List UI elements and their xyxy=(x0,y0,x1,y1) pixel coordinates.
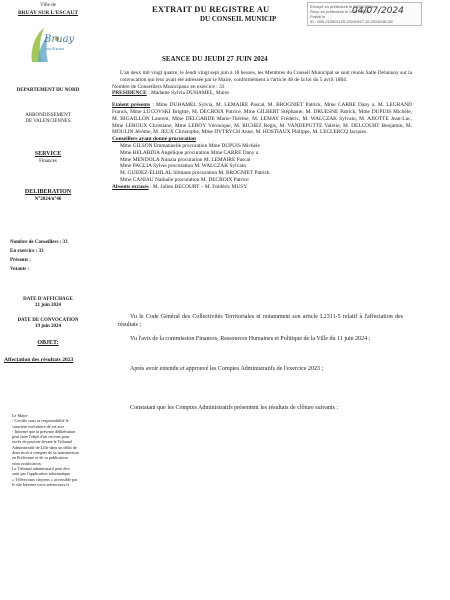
seance-heading: SEANCE DU JEUDI 27 JUIN 2024 xyxy=(162,55,268,63)
town-logo xyxy=(26,24,75,68)
logo-text: Bruay xyxy=(44,34,75,45)
footnote-line: caractère exécutoire de cet acte xyxy=(12,423,65,429)
etaient-value: : Mme DUHAMEL Sylvia, M. LEMAIRE Pascal, M. BROGNIET Patrick, Mme CARRE Dany a, M. LEGRAND Franck, Mme LUCOVSKI Brigitte, M. DECROIX Patrice, Mme GILBERT Stéphanie, M. DRUESNE Patrick, Mme DUPUIS Michèle, M. BIGAILLON Laurent, Mme DELGARDE Marie-Thérèse, M. LEMAY Frédéric, M. WALCZAK Sylvain, M. AJIOTTE Jean-Luc, Mme LEROUX Christiane, Mme LEROY Véronique, M. RICHEZ Régis, M. VANDEPUTTE Valérie, M. DELCOURT Benjamin, M. MOULIN Jérôme, M. JEUX Christophe, Mme DYTRYCH Anne, M. HOSTIAUX Philippe, M. LECLERCQ Jacques. xyxy=(112,102,412,136)
affichage-date: 21 juin 2024 xyxy=(34,303,62,308)
footnote-line: le site Internet www.telerecours.fr xyxy=(12,481,70,487)
document-subtitle: DU CONSEIL MUNICIP xyxy=(200,15,277,23)
arrondissement-line-2: DE VALENCIENNES xyxy=(25,119,71,124)
footnote-line: et/ou notification. xyxy=(12,460,42,466)
objet-value: Affectation des résultats 2023 xyxy=(4,357,74,363)
procuration-item: Mme CANIAU Nathalie procuration M. DECROIX Patrice xyxy=(120,176,249,183)
procuration-item: M. GUIDEZ-ELHILAL Slimane procuration M. BROGNIET Patrick xyxy=(120,170,270,177)
absents-excuses-value: : M. Julien BECOURT – M. Frédéric MUSY xyxy=(150,183,248,190)
convocation-label: DATE DE CONVOCATION xyxy=(17,318,79,323)
footnote-line: saisi par l'application informatique xyxy=(12,471,71,477)
prefecture-stamp xyxy=(307,2,422,26)
logo-subtext: sur l'Escaut xyxy=(46,47,64,51)
procuration-item: Mme PAGLIA Sylvie procuration M. WALCZAK Sylvain xyxy=(120,163,246,170)
arrondissement-line-1: ARRONDISSEMENT xyxy=(25,113,71,118)
stamp-line: Publié le xyxy=(310,14,326,19)
footnote-line: en Préfecture et de sa publication xyxy=(12,455,68,461)
presidence-label: PRESIDENCE xyxy=(112,90,147,97)
nombre-conseillers: Nombre de Conseillers Municipaux en exercice : 33 xyxy=(112,83,225,90)
service-label: SERVICE xyxy=(34,151,62,157)
stamp-handwritten-date: 04/07/2024 xyxy=(352,6,404,16)
intro-paragraph: L'an deux mil vingt quatre, le Jeudi vingt sept juin à 18 heures, les Membres du Conseil Municipal se sont réunis Salle Delannoy sur la convocation qui leur avait été adressée par le Maire, conformément à l'article 48 de la loi du 5 avril 1884. xyxy=(120,70,412,83)
footnote-line: - Certifie sous sa responsabilité le xyxy=(12,418,69,424)
footnote-line: deux mois à compter de sa transmission xyxy=(12,450,79,456)
procuration-heading: Conseillers ayant donné procuration xyxy=(112,136,196,143)
body-paragraph: Constatant que les Comptes Administratifs présentent les résultats de clôture suivants : xyxy=(130,405,339,411)
departement: DEPARTEMENT DU NORD xyxy=(16,88,80,93)
affichage-label: DATE D'AFFICHAGE xyxy=(23,297,73,302)
body-paragraph: Vu l'avis de la commission Finances, Ressources Humaines et Politique de la Ville du 11 juin 2024 ; xyxy=(130,336,371,342)
stamp-reference: ID : 059-215901125-20240627-DL2024046-DE xyxy=(310,19,394,24)
ville-label: Ville de xyxy=(40,3,56,8)
stamp-line: Reçu en préfecture le 04/07/2024 xyxy=(310,9,370,14)
footnote-line: - Informe que la présente délibération xyxy=(12,428,76,434)
attendance-block xyxy=(112,70,412,191)
presidence-line xyxy=(112,90,412,97)
body-paragraph: Vu le Code Général des Collectivités Territoriales et notamment son article L2311-5 relatif à l'affectation des résultats ; xyxy=(118,314,403,329)
absents-line xyxy=(112,184,412,191)
procuration-item: Mme MENDOLA Nunzia procuration M. LEMAIRE Pascal xyxy=(120,156,251,163)
deliberation-label: DELIBERATION xyxy=(24,189,72,195)
legal-footnote xyxy=(12,413,95,487)
footnote-line: peut faire l'objet d'un recours pour xyxy=(12,434,70,440)
convocation-date: 19 juin 2024 xyxy=(34,324,62,329)
deliberation-number: N°2024/n°46 xyxy=(34,197,62,202)
document-title: EXTRAIT DU REGISTRE AU xyxy=(152,4,270,14)
service-value: Finances xyxy=(39,159,57,164)
stamp-line: Envoyé en préfecture le 04/07/2024 xyxy=(310,4,374,9)
footnote-line: Le Tribunal administratif peut être xyxy=(12,465,70,471)
footnote-line: « Télérecours citoyens » accessible par xyxy=(12,476,78,482)
footnote-line: excès de pouvoir devant le Tribunal xyxy=(12,439,72,445)
presidence-value: : Madame Sylvia DUHAMEL, Maire xyxy=(148,90,229,97)
presents-paragraph xyxy=(112,102,412,136)
votants-label: Votants : xyxy=(10,267,30,272)
procuration-item: Mme BELABDIA Angélique procuration Mme CARRE Dany a xyxy=(120,149,259,156)
presents-label: Présents : xyxy=(10,258,31,263)
town-name: BRUAY SUR L'ESCAUT xyxy=(17,10,79,16)
footnote-line: Le Maire xyxy=(12,413,28,418)
procuration-item: Mme GILSON Emmanuelle procuration Mme DUPUIS Michèle xyxy=(120,142,260,149)
absents-excuses-label: Absents excusés xyxy=(112,183,149,190)
sidebar xyxy=(0,0,96,600)
exercice-count: En exercice : 33 xyxy=(10,249,44,254)
etaient-label: Etaient présents xyxy=(112,102,151,109)
body-paragraph: Après avoir entendu et approuvé les Comptes Administratifs de l'exercice 2023 ; xyxy=(130,366,324,372)
conseillers-count: Nombre de Conseillers : 33 xyxy=(10,240,68,245)
footnote-line: Administratif de Lille dans un délai de xyxy=(12,444,77,450)
objet-label: OBJET: xyxy=(37,340,59,346)
